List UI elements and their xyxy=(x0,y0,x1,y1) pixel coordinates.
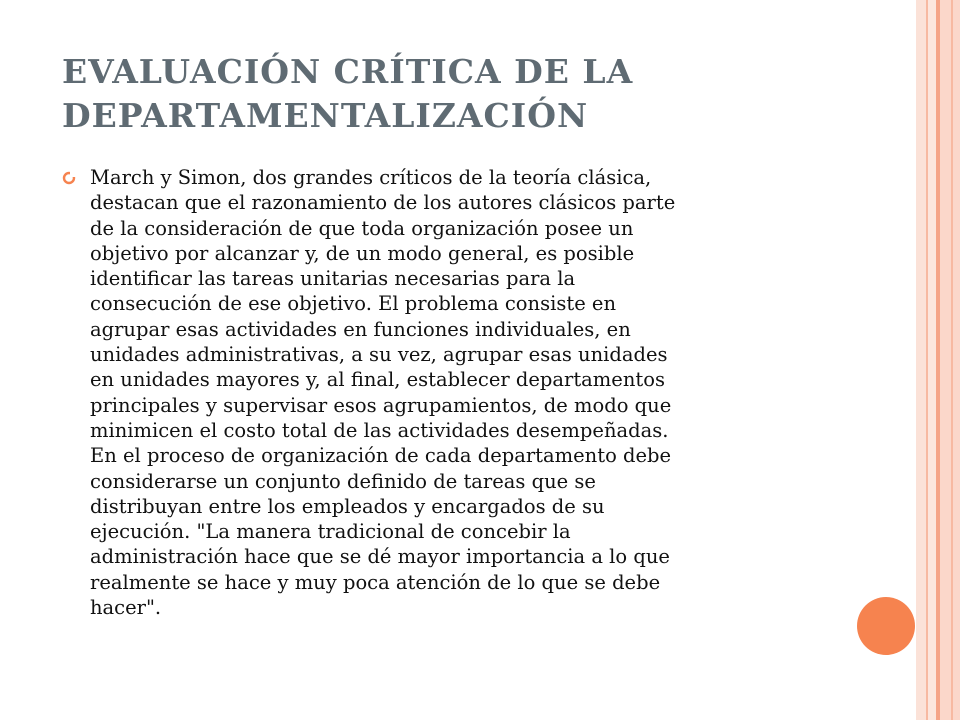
paragraph-line: administración hace que se dé mayor importancia a lo que xyxy=(90,545,670,569)
bullet-paragraph xyxy=(90,165,675,620)
slide-title xyxy=(62,50,882,138)
paragraph-line: minimicen el costo total de las actividades desempeñadas. xyxy=(90,418,669,442)
paragraph-line: destacan que el razonamiento de los autores clásicos parte xyxy=(90,191,676,215)
hollow-circle-bullet-icon xyxy=(62,171,76,185)
paragraph-line: hacer". xyxy=(90,596,162,620)
paragraph-line: realmente se hace y muy poca atención de lo que se debe xyxy=(90,570,661,594)
decorative-stripe xyxy=(928,0,936,720)
paragraph-line: identificar las tareas unitarias necesarias para la xyxy=(90,267,576,291)
decorative-stripe xyxy=(940,0,960,720)
paragraph-line: de la consideración de que toda organización posee un xyxy=(90,216,634,240)
slide-title-line: DEPARTAMENTALIZACIÓN xyxy=(62,96,589,135)
paragraph-line: distribuyan entre los empleados y encargados de su xyxy=(90,494,605,518)
paragraph-line: objetivo por alcanzar y, de un modo general, es posible xyxy=(90,241,635,265)
paragraph-line: consecución de ese objetivo. El problema consiste en xyxy=(90,292,617,316)
paragraph-line: en unidades mayores y, al final, establecer departamentos xyxy=(90,368,665,392)
slide-body xyxy=(62,165,852,620)
paragraph-line: March y Simon, dos grandes críticos de la teoría clásica, xyxy=(90,166,652,189)
paragraph-line: En el proceso de organización de cada departamento debe xyxy=(90,444,672,468)
paragraph-line: considerarse un conjunto definido de tareas que se xyxy=(90,469,596,493)
paragraph-line: unidades administrativas, a su vez, agrupar esas unidades xyxy=(90,343,668,367)
paragraph-line: ejecución. "La manera tradicional de concebir la xyxy=(90,520,571,544)
paragraph-line: agrupar esas actividades en funciones individuales, en xyxy=(90,317,631,341)
decorative-stripe xyxy=(916,0,926,720)
bullet-item xyxy=(62,165,852,620)
slide-title-line: EVALUACIÓN CRÍTICA DE LA xyxy=(62,52,634,91)
decorative-orange-circle xyxy=(857,597,915,655)
paragraph-line: principales y supervisar esos agrupamientos, de modo que xyxy=(90,393,672,417)
decorative-stripe xyxy=(951,0,953,720)
